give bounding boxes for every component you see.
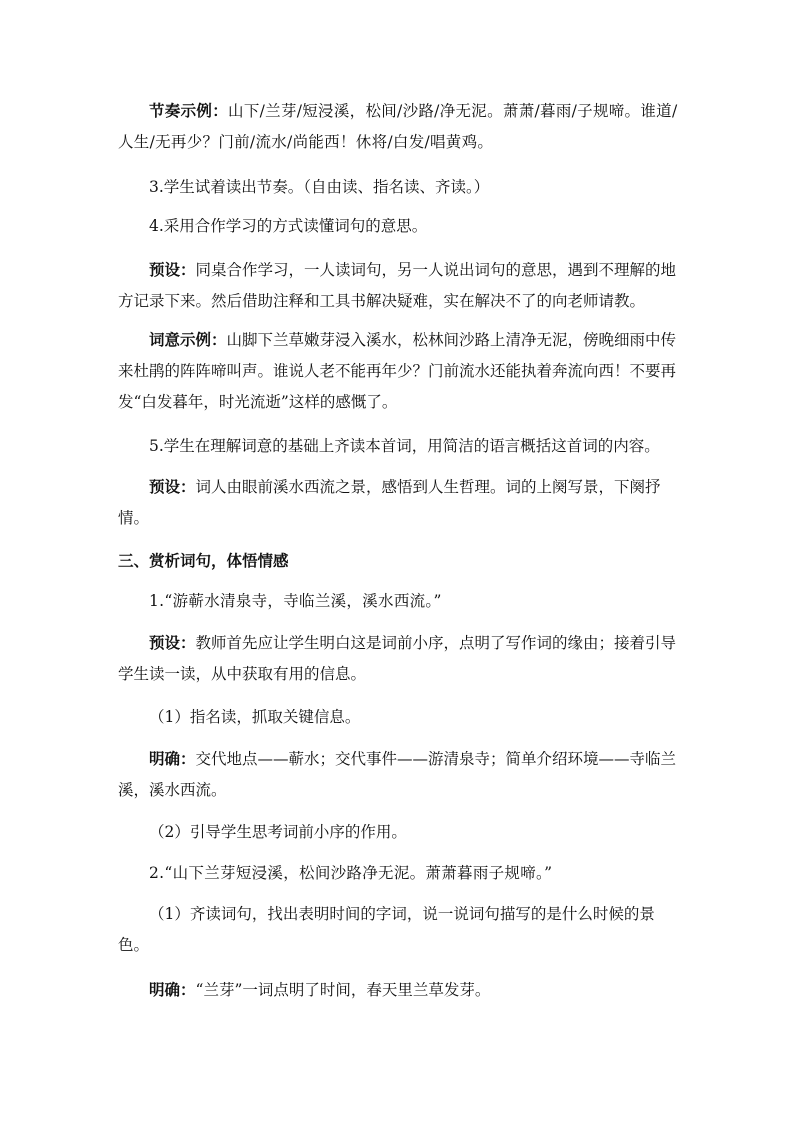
clarify-1-label: 明确： (149, 749, 196, 768)
clarify-1-text: 交代地点——蕲水；交代事件——游清泉寺；简单介绍环境——寺临兰溪，溪水西流。 (118, 750, 677, 799)
sub-1-1: （1）指名读，抓取关键信息。 (149, 708, 361, 726)
step-3: 3.学生试着读出节奏。（自由读、指名读、齐读。） (149, 178, 490, 196)
clarify-2-label: 明确： (149, 980, 196, 999)
rhythm-example-paragraph (118, 95, 678, 158)
step-5: 5.学生在理解词意的基础上齐读本首词，用简洁的语言概括这首词的内容。 (149, 437, 660, 455)
preset-3-label: 预设： (149, 633, 196, 652)
preset-2-label: 预设： (149, 477, 196, 496)
preset-1-paragraph (118, 254, 678, 317)
preset-1-label: 预设： (149, 260, 196, 279)
rhythm-example-label: 节奏示例： (149, 101, 229, 120)
rhythm-example-text: 山下/兰芽/短浸溪，松间/沙路/净无泥。萧萧/暮雨/子规啼。谁道/人生/无再少？门前/流水/尚能西！休将/白发/唱黄鸡。 (118, 102, 678, 151)
preset-3-text: 教师首先应让学生明白这是词前小序，点明了写作词的缘由；接着引导学生读一读，从中获取有用的信息。 (118, 634, 677, 683)
preset-2-paragraph (118, 471, 678, 534)
clarify-2-text: “兰芽”一词点明了时间，春天里兰草发芽。 (195, 981, 491, 999)
quote-1: 1.“游蕲水清泉寺，寺临兰溪，溪水西流。” (149, 592, 442, 610)
sub-1-2: （2）引导学生思考词前小序的作用。 (149, 823, 407, 841)
section-3-heading: 三、赏析词句，体悟情感 (118, 552, 289, 570)
sub-2-1: （1）齐读词句，找出表明时间的字词，说一说词句描写的是什么时候的景色。 (118, 905, 655, 954)
meaning-example-label: 词意示例： (149, 330, 227, 349)
meaning-example-paragraph (118, 324, 678, 418)
preset-3-paragraph (118, 627, 678, 690)
meaning-example-text: 山脚下兰草嫩芽浸入溪水，松林间沙路上清净无泥，傍晚细雨中传来杜鹃的阵阵啼叫声。谁说人老不能再年少？门前流水还能执着奔流向西！不要再发“白发暮年，时光流逝”这样的感慨了。 (118, 331, 677, 411)
quote-2: 2.“山下兰芽短浸溪，松间沙路净无泥。萧萧暮雨子规啼。” (149, 864, 553, 882)
clarify-2-paragraph (118, 974, 678, 1006)
preset-2-text: 词人由眼前溪水西流之景，感悟到人生哲理。词的上阕写景，下阕抒情。 (118, 478, 661, 527)
clarify-1-paragraph (118, 743, 678, 806)
preset-1-text: 同桌合作学习，一人读词句，另一人说出词句的意思，遇到不理解的地方记录下来。然后借助注释和工具书解决疑难，实在解决不了的向老师请教。 (118, 261, 677, 310)
step-4: 4.采用合作学习的方式读懂词句的意思。 (149, 217, 428, 235)
